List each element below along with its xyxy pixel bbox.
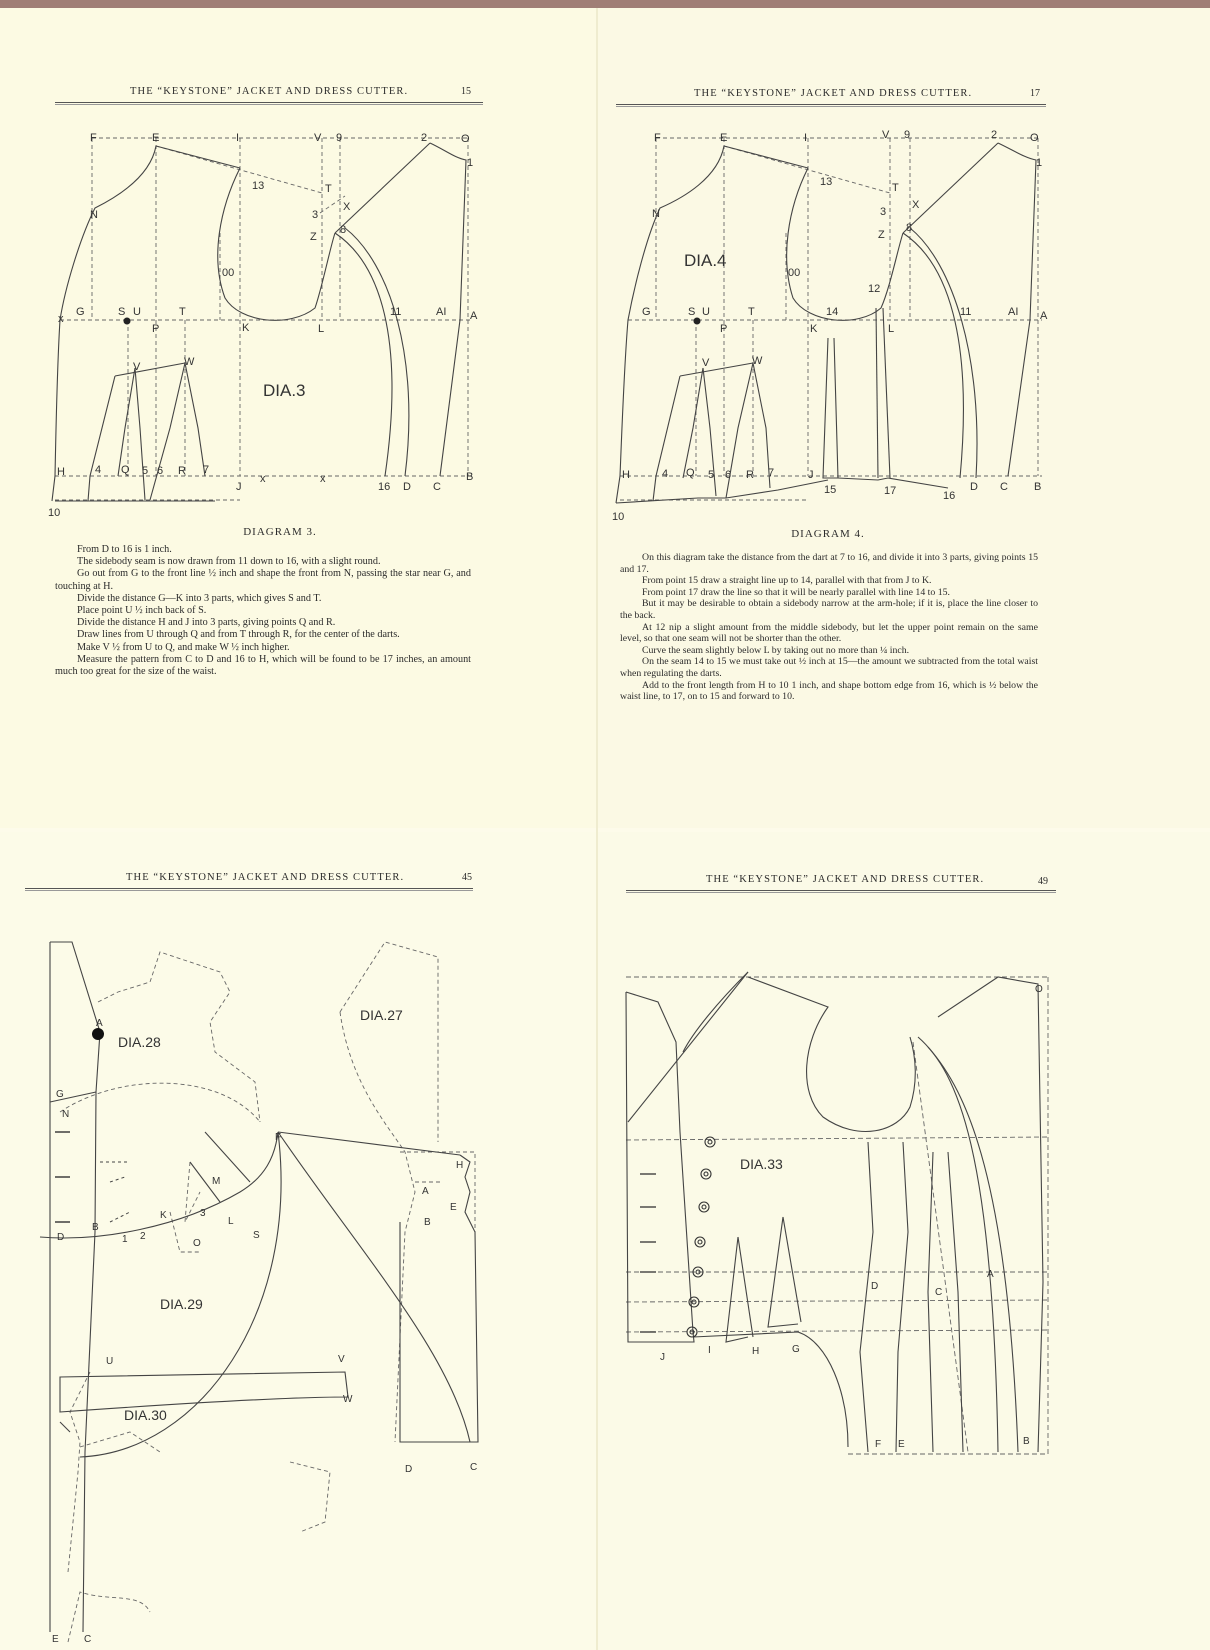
point-G: G	[642, 306, 651, 318]
point-S: S	[253, 1230, 260, 1241]
paragraph: Measure the pattern from C to D and 16 to H, which will be found to be 17 inches, an amount much too great for the size of the waist.	[55, 653, 471, 678]
point-13: 13	[252, 180, 265, 192]
point-X: X	[343, 201, 351, 213]
point-3: 3	[312, 209, 319, 221]
point-14: 14	[826, 306, 839, 318]
point-D: D	[871, 1281, 879, 1292]
point-S: S	[688, 306, 696, 318]
diagram-4	[598, 8, 1210, 528]
point-00: 00	[788, 267, 801, 279]
point-V: V	[882, 129, 890, 141]
paragraph: From D to 16 is 1 inch.	[77, 544, 172, 555]
point-B: B	[1023, 1436, 1030, 1447]
point-4: 4	[95, 464, 102, 476]
point-D: D	[970, 481, 978, 493]
paragraph: On this diagram take the distance from the dart at 7 to 16, and divide it into 3 parts, giving points 15 and 17.	[620, 552, 1038, 575]
point-M: M	[212, 1176, 221, 1187]
point-R: R	[746, 469, 754, 481]
point-B: B	[1034, 481, 1042, 493]
point-E-bottom: E	[52, 1634, 59, 1645]
paragraph: Divide the distance H and J into 3 parts, giving points Q and R.	[77, 617, 336, 629]
point-B: B	[466, 471, 474, 483]
point-T: T	[892, 182, 899, 194]
page-15	[0, 8, 596, 828]
point-3: 3	[880, 206, 887, 218]
point-1: 1	[467, 157, 474, 169]
point-13: 13	[820, 176, 833, 188]
point-Q: Q	[686, 467, 695, 479]
point-2: 2	[421, 132, 428, 144]
point-17: 17	[884, 485, 897, 497]
point-2: 2	[140, 1231, 146, 1242]
point-1: 1	[1036, 157, 1043, 169]
paragraph: At 12 nip a slight amount from the middle sidebody, but let the upper point remain on the same level, so that one seam will not be shorter than the other.	[620, 621, 1038, 645]
point-C: C	[1000, 481, 1008, 493]
page-number: 49	[1038, 876, 1048, 887]
point-G: G	[792, 1344, 800, 1355]
point-E: E	[898, 1439, 905, 1450]
point-A: A	[470, 310, 478, 322]
point-2: 2	[991, 129, 998, 141]
top-border-bar	[0, 0, 1210, 8]
dia-29-label: DIA.29	[160, 1296, 203, 1312]
page-gutter	[596, 8, 598, 1650]
point-K: K	[242, 322, 250, 334]
paragraph: But it may be desirable to obtain a sidebody narrow at the arm-hole; if it is, place the line closer to the back.	[620, 598, 1038, 621]
point-D: D	[403, 481, 411, 493]
point-N: N	[62, 1109, 70, 1120]
point-3: 3	[200, 1208, 206, 1219]
point-O: O	[1030, 132, 1039, 144]
point-P: P	[152, 323, 160, 335]
running-header: THE “KEYSTONE” JACKET AND DRESS CUTTER.	[694, 88, 973, 99]
point-F: F	[654, 132, 661, 144]
point-6: 6	[157, 465, 164, 477]
point-S: S	[118, 306, 126, 318]
point-P: P	[720, 323, 728, 335]
dia-3-label: DIA.3	[263, 381, 306, 400]
star-x-mark: x	[58, 313, 64, 325]
point-V: V	[314, 132, 322, 144]
point-X: X	[912, 199, 920, 211]
point-7: 7	[203, 464, 210, 476]
point-W: W	[184, 356, 195, 368]
paragraph: Place point U ½ inch back of S.	[77, 605, 207, 617]
point-E-right: E	[450, 1202, 457, 1213]
point-H: H	[622, 469, 630, 481]
point-F: F	[875, 1439, 882, 1450]
diagram-4-text	[620, 552, 1038, 703]
diagram-3	[0, 8, 596, 528]
dia-27-label: DIA.27	[360, 1007, 403, 1023]
page-45	[0, 832, 596, 1650]
point-K: K	[810, 323, 818, 335]
point-H: H	[57, 466, 65, 478]
point-00: 00	[222, 267, 235, 279]
point-T-lower: T	[748, 306, 755, 318]
point-D-right: D	[405, 1464, 413, 1475]
point-AI: AI	[1008, 306, 1019, 318]
point-O: O	[193, 1238, 201, 1249]
point-16: 16	[943, 490, 956, 502]
point-K: K	[160, 1210, 167, 1221]
point-U: U	[106, 1356, 114, 1367]
point-C: C	[433, 481, 441, 493]
running-header: THE “KEYSTONE” JACKET AND DRESS CUTTER.	[706, 874, 985, 885]
point-I: I	[236, 132, 240, 144]
point-F: F	[90, 132, 97, 144]
point-V-dart: V	[702, 357, 710, 369]
paragraph: Go out from G to the front line ½ inch and shape the front from N, passing the star near G, and touching at H.	[55, 568, 471, 592]
point-B-right: B	[424, 1217, 431, 1228]
point-Q: Q	[121, 464, 130, 476]
point-G: G	[76, 306, 85, 318]
point-AI: AI	[436, 306, 447, 318]
point-9: 9	[336, 132, 343, 144]
point-Z: Z	[878, 229, 885, 241]
point-L: L	[318, 323, 325, 335]
diagram-3-text	[55, 544, 471, 678]
point-11: 11	[960, 306, 972, 318]
point-A: A	[96, 1018, 103, 1029]
paragraph: Make V ½ from U to Q, and make W ½ inch higher.	[77, 641, 290, 653]
point-C-bottom: C	[84, 1634, 92, 1645]
point-6: 6	[725, 469, 732, 481]
point-9: 9	[904, 129, 911, 141]
paragraph: On the seam 14 to 15 we must take out ½ inch at 15—the amount we subtracted from the total waist when regulating the darts.	[620, 656, 1038, 679]
diagrams-28-to-30	[0, 832, 596, 1650]
point-V-dart: V	[133, 361, 141, 373]
paragraph: Divide the distance G—K into 3 parts, which gives S and T.	[77, 592, 322, 604]
point-I: I	[708, 1345, 711, 1356]
caption-diagram-4: DIAGRAM 4.	[791, 528, 865, 540]
point-T-lower: T	[179, 306, 186, 318]
paragraph: The sidebody seam is now drawn from 11 down to 16, with a slight round.	[77, 556, 381, 568]
paragraph: Curve the seam slightly below L by taking out no more than ¼ inch.	[642, 644, 910, 656]
dia-28-label: DIA.28	[118, 1034, 161, 1050]
running-header: THE “KEYSTONE” JACKET AND DRESS CUTTER.	[126, 872, 405, 883]
point-V: V	[338, 1354, 345, 1365]
point-U: U	[702, 306, 710, 318]
page-number: 17	[1030, 88, 1040, 99]
point-D: D	[57, 1232, 65, 1243]
paragraph: Add to the front length from H to 10 1 inch, and shape bottom edge from 16, which is ½ below the waist line, to 17, on to 15 and forward to 10.	[620, 679, 1038, 703]
point-8: 8	[340, 224, 347, 236]
point-A: A	[1040, 310, 1048, 322]
point-U: U	[133, 306, 141, 318]
point-H: H	[456, 1160, 464, 1171]
point-J: J	[660, 1352, 665, 1363]
point-1: 1	[122, 1234, 128, 1245]
point-Z: Z	[310, 231, 317, 243]
point-7: 7	[768, 467, 775, 479]
point-L: L	[888, 323, 895, 335]
point-N: N	[90, 209, 98, 221]
point-C-right: C	[470, 1462, 478, 1473]
point-11: 11	[390, 306, 402, 318]
point-J: J	[236, 481, 242, 493]
caption-diagram-3: DIAGRAM 3.	[243, 526, 317, 538]
point-O: O	[461, 133, 470, 145]
point-T: T	[325, 183, 332, 195]
point-E: E	[152, 132, 160, 144]
point-16: 16	[378, 481, 391, 493]
point-A-right: A	[422, 1186, 429, 1197]
point-5: 5	[708, 469, 715, 481]
point-W: W	[752, 355, 763, 367]
point-10: 10	[612, 511, 625, 523]
point-12: 12	[868, 283, 881, 295]
page-number: 15	[461, 86, 471, 97]
point-E: E	[720, 132, 728, 144]
point-H: H	[752, 1346, 760, 1357]
point-5: 5	[142, 465, 149, 477]
star-2: x	[320, 473, 326, 485]
point-F: F	[275, 1132, 282, 1143]
point-R: R	[178, 465, 186, 477]
point-I: I	[804, 132, 808, 144]
dia-33-label: DIA.33	[740, 1156, 783, 1172]
paragraph: Draw lines from U through Q and from T through R, for the center of the darts.	[77, 629, 400, 641]
point-A: A	[987, 1269, 994, 1280]
page-49	[598, 832, 1210, 1650]
point-N: N	[652, 208, 660, 220]
point-10: 10	[48, 507, 61, 519]
star-1: x	[260, 473, 266, 485]
point-15: 15	[824, 484, 837, 496]
diagram-33	[598, 832, 1210, 1650]
point-W: W	[343, 1394, 353, 1405]
page-number: 45	[462, 872, 472, 883]
point-4: 4	[662, 468, 669, 480]
point-L: L	[228, 1216, 234, 1227]
point-C: C	[935, 1287, 943, 1298]
running-header: THE “KEYSTONE” JACKET AND DRESS CUTTER.	[130, 86, 409, 97]
paragraph: From point 15 draw a straight line up to 14, parallel with that from J to K.	[642, 575, 932, 587]
dia-30-label: DIA.30	[124, 1407, 167, 1423]
point-8: 8	[906, 222, 913, 234]
dia-4-label: DIA.4	[684, 251, 727, 270]
point-G: G	[56, 1089, 64, 1100]
point-B: B	[92, 1222, 99, 1233]
point-O: O	[1035, 984, 1043, 995]
point-J: J	[808, 469, 814, 481]
page-17	[598, 8, 1210, 828]
paragraph: From point 17 draw the line so that it will be nearly parallel with line 14 to 15.	[642, 586, 950, 598]
